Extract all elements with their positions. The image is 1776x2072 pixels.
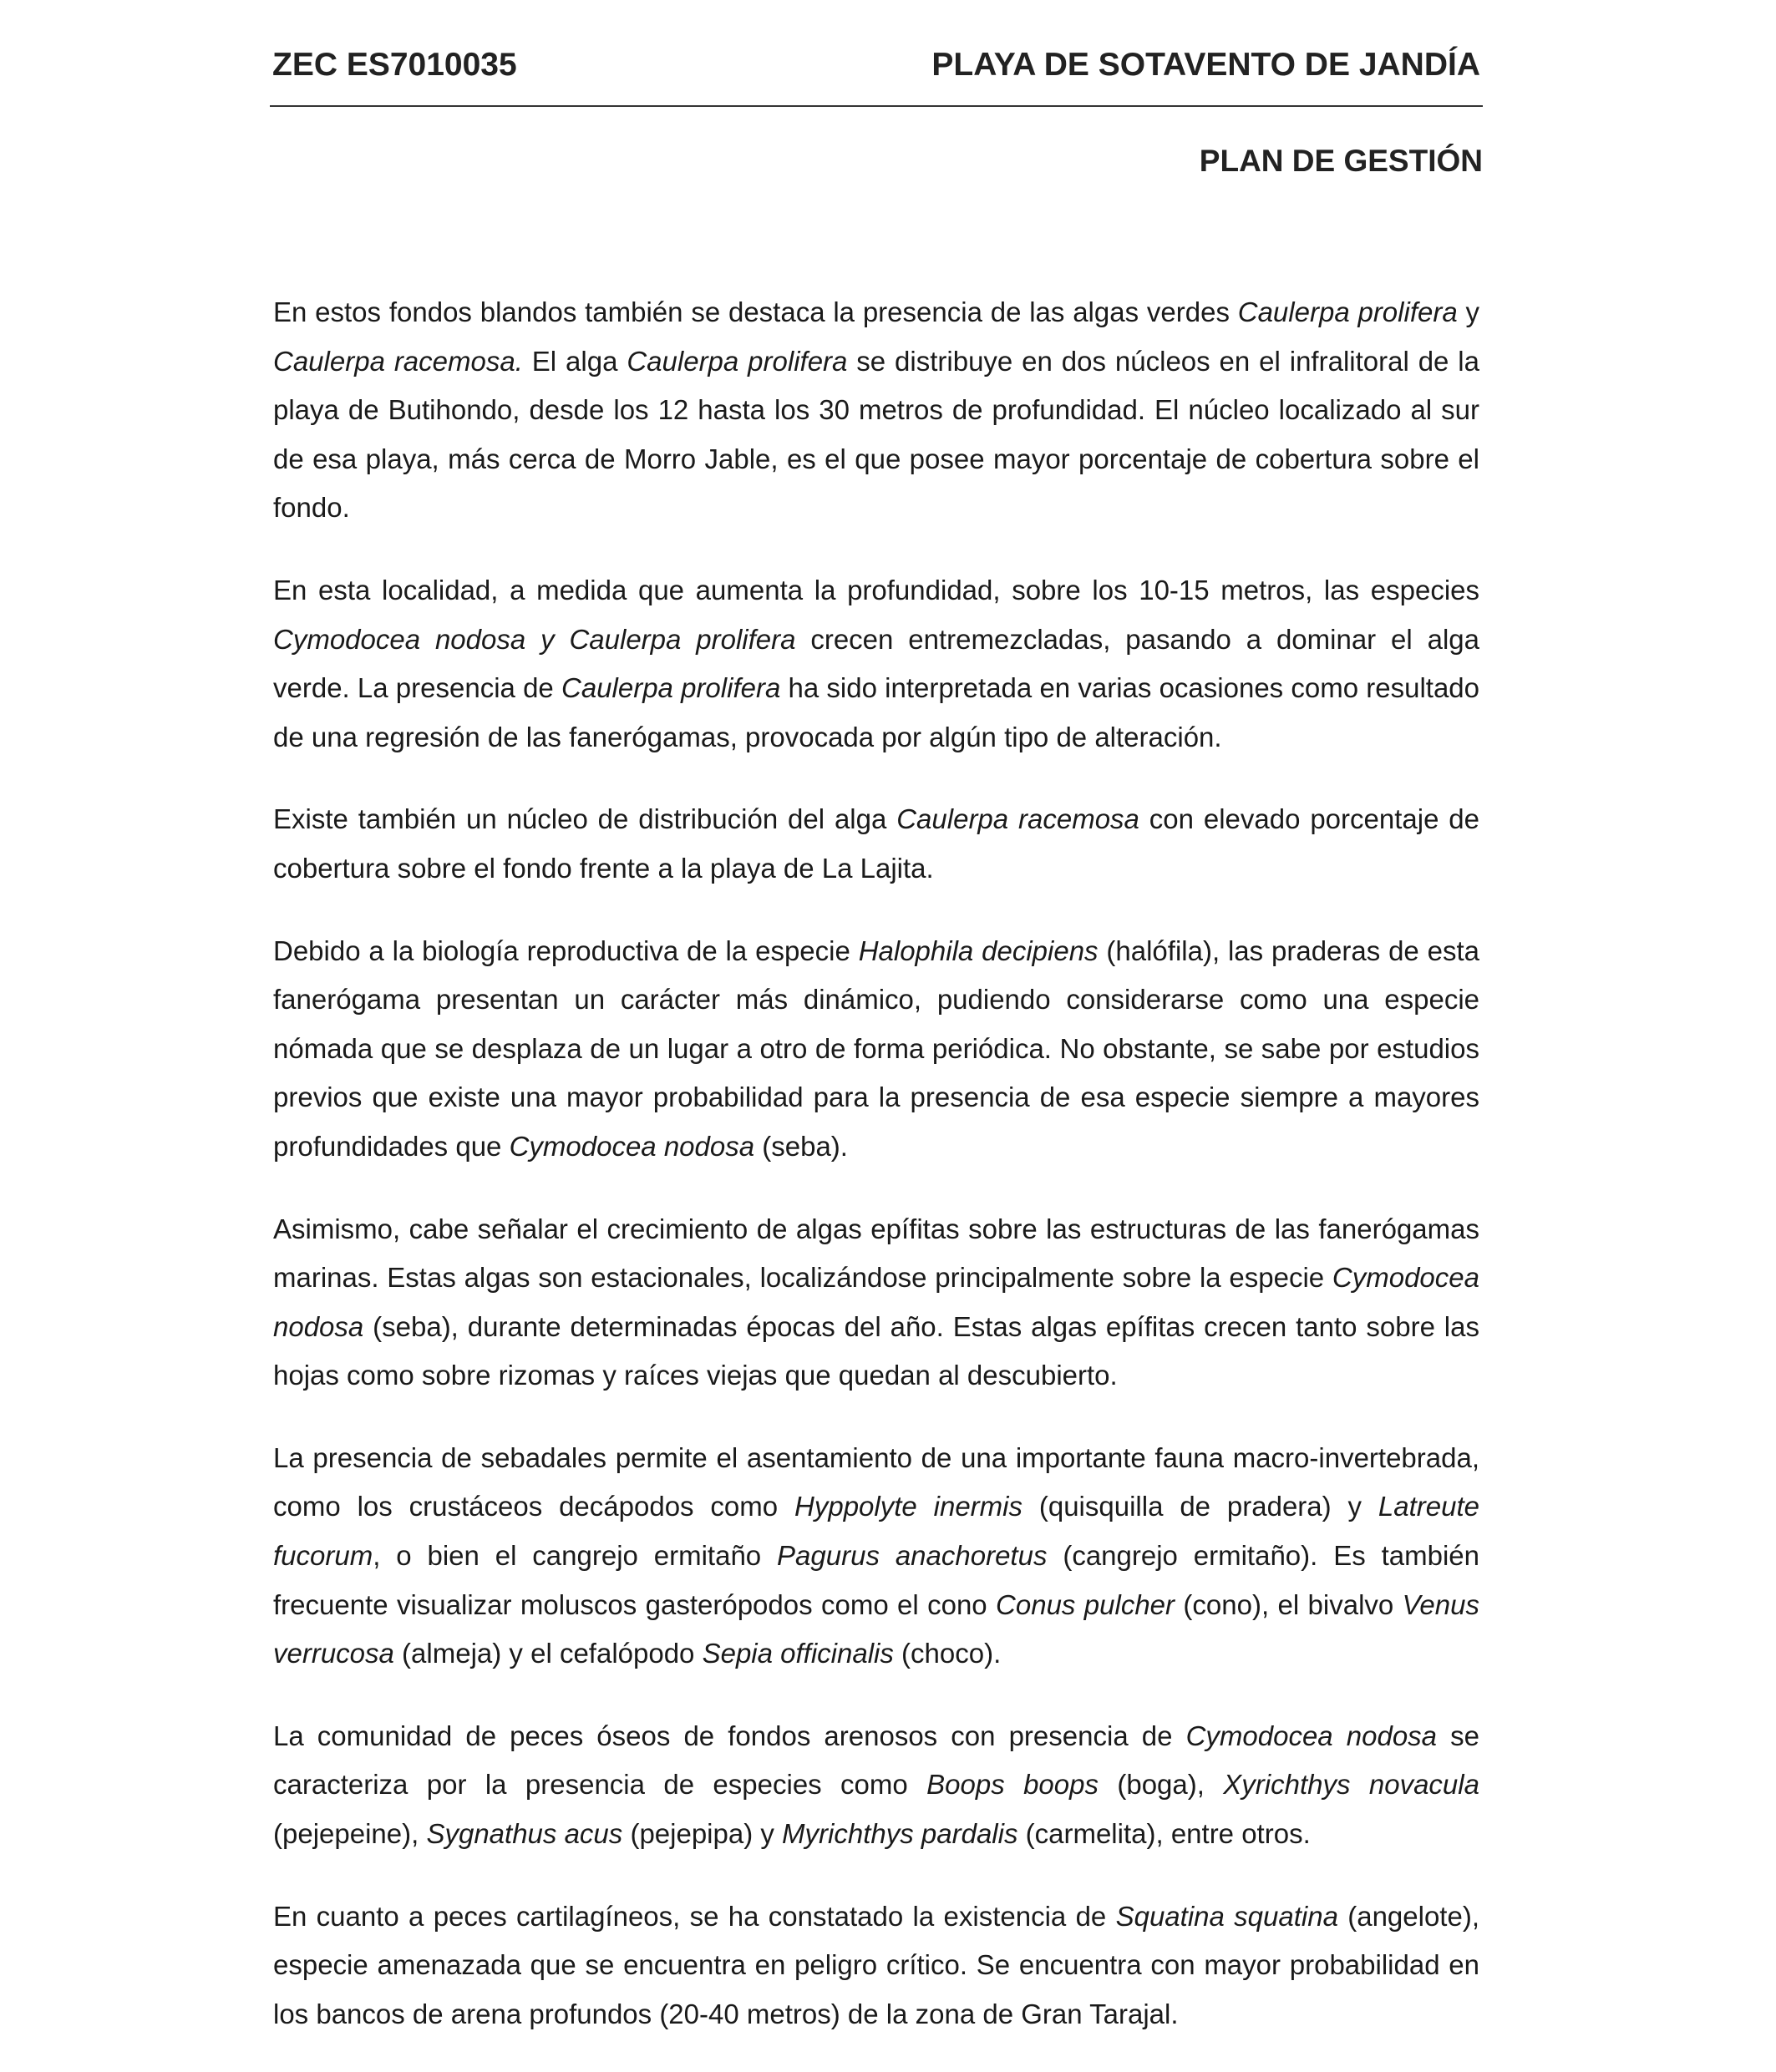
species-name: Xyrichthys novacula xyxy=(1223,1769,1479,1801)
species-name: Cymodocea nodosa xyxy=(509,1130,755,1162)
paragraph-text: (halófila), las praderas de esta fanerógama presentan un carácter más dinámico, pudiendo considerarse como una especie nómada que se desplaza de un lugar a otro de forma periódica. No obstante, se sabe por estudios previos que existe una mayor probabilidad para la presencia de esa especie siempre a mayores profundidades que xyxy=(273,935,1480,1162)
paragraph-text: con elevado porcentaje de cobertura sobre el fondo frente a la playa de La Lajita. xyxy=(273,803,1479,884)
paragraph-text: (almeja) y el cefalópodo xyxy=(393,1638,703,1669)
species-name: Caulerpa prolifera xyxy=(1237,296,1458,327)
species-name: Cymodocea nodosa xyxy=(273,1262,1479,1342)
species-name: Venus verrucosa xyxy=(273,1588,1479,1669)
paragraph-text: Asimismo, cabe señalar el crecimiento de algas epífitas sobre las estructuras de las fanerógamas marinas. Estas algas son estacionales, localizándose principalmente sobre la especie xyxy=(273,1213,1479,1294)
paragraph-text: y xyxy=(1457,296,1480,327)
paragraph-text: (cangrejo ermitaño). Es también frecuente visualizar moluscos gasterópodos como el cono xyxy=(273,1540,1479,1620)
paragraph-text: En esta localidad, a medida que aumenta la profundidad, sobre los 10-15 metros, las especies xyxy=(273,574,1479,605)
page-header xyxy=(270,42,1483,92)
paragraph-text: La comunidad de peces óseos de fondos arenosos con presencia de xyxy=(273,1720,1186,1751)
site-code: ZEC ES7010035 xyxy=(272,47,517,83)
body-paragraph xyxy=(273,1205,1479,1401)
paragraph-text: se caracteriza por la presencia de especies como xyxy=(273,1720,1479,1801)
paragraph-text: (seba), durante determinadas épocas del año. Estas algas epífitas crecen tanto sobre las hojas como sobre rizomas y raíces viejas que quedan al descubierto. xyxy=(273,1310,1479,1391)
paragraph-text: se distribuye en dos núcleos en el infralitoral de la playa de Butihondo, desde los 12 hasta los 30 metros de profundidad. El núcleo localizado al sur de esa playa, más cerca de Morro Jable, es el que posee mayor porcentaje de cobertura sobre el fondo. xyxy=(273,345,1479,524)
paragraph-text: ha sido interpretada en varias ocasiones como resultado de una regresión de las fanerógamas, provocada por algún tipo de alteración. xyxy=(273,672,1479,752)
paragraph-text: (angelote), especie amenazada que se encuentra en peligro crítico. Se encuentra con mayor probabilidad en los bancos de arena profundos (20-40 metros) de la zona de Gran Tarajal. xyxy=(273,1900,1479,2029)
species-name: Cymodocea nodosa y Caulerpa prolifera xyxy=(273,623,796,655)
paragraph-text: (choco). xyxy=(893,1638,1002,1669)
species-name: Cymodocea nodosa xyxy=(1185,1720,1438,1751)
species-name: Myrichthys pardalis xyxy=(782,1818,1018,1850)
species-name: Caulerpa prolifera xyxy=(561,672,781,704)
paragraph-text: El alga xyxy=(522,345,627,377)
species-name: Hyppolyte inermis xyxy=(794,1491,1022,1522)
species-name: Caulerpa racemosa xyxy=(896,803,1139,835)
paragraph-text: Existe también un núcleo de distribución del alga xyxy=(273,803,897,835)
body-paragraph xyxy=(273,288,1479,533)
body-paragraph xyxy=(273,1712,1479,1859)
species-name: Conus pulcher xyxy=(996,1588,1175,1620)
paragraph-text: (carmelita), entre otros. xyxy=(1017,1818,1311,1850)
body-paragraph xyxy=(273,795,1479,893)
species-name: Caulerpa racemosa. xyxy=(273,345,523,377)
document-body xyxy=(273,288,1479,2072)
paragraph-text: (cono), el bivalvo xyxy=(1175,1588,1403,1620)
paragraph-text: (pejepeine), xyxy=(273,1818,427,1850)
site-name: PLAYA DE SOTAVENTO DE JANDÍA xyxy=(931,47,1480,83)
species-name: Halophila decipiens xyxy=(858,935,1099,966)
document-section-title: PLAN DE GESTIÓN xyxy=(1199,144,1483,178)
body-paragraph xyxy=(273,566,1479,762)
body-paragraph xyxy=(273,1434,1479,1679)
paragraph-text: En cuanto a peces cartilagíneos, se ha constatado la existencia de xyxy=(273,1900,1116,1932)
body-paragraph xyxy=(273,927,1479,1172)
paragraph-text: crecen entremezcladas, pasando a dominar el alga verde. La presencia de xyxy=(273,623,1479,704)
species-name: Latreute fucorum xyxy=(273,1491,1479,1572)
species-name: Squatina squatina xyxy=(1115,1900,1338,1932)
paragraph-text: (quisquilla de pradera) y xyxy=(1022,1491,1378,1522)
paragraph-text: (boga), xyxy=(1098,1769,1224,1801)
header-rule xyxy=(270,105,1483,107)
body-paragraph xyxy=(273,1892,1479,2039)
paragraph-text: , o bien el cangrejo ermitaño xyxy=(373,1540,778,1572)
paragraph-text: En estos fondos blandos también se destaca la presencia de las algas verdes xyxy=(273,296,1238,327)
species-name: Sygnathus acus xyxy=(426,1818,623,1850)
paragraph-text: (pejepipa) y xyxy=(622,1818,783,1850)
paragraph-text: La presencia de sebadales permite el asentamiento de una importante fauna macro-invertebrada, como los crustáceos decápodos como xyxy=(273,1441,1479,1522)
species-name: Caulerpa prolifera xyxy=(627,345,848,377)
paragraph-text: Debido a la biología reproductiva de la especie xyxy=(273,935,859,966)
species-name: Boops boops xyxy=(926,1769,1099,1801)
species-name: Pagurus anachoretus xyxy=(777,1540,1048,1572)
species-name: Sepia officinalis xyxy=(702,1638,894,1669)
paragraph-text: (seba). xyxy=(754,1130,848,1162)
